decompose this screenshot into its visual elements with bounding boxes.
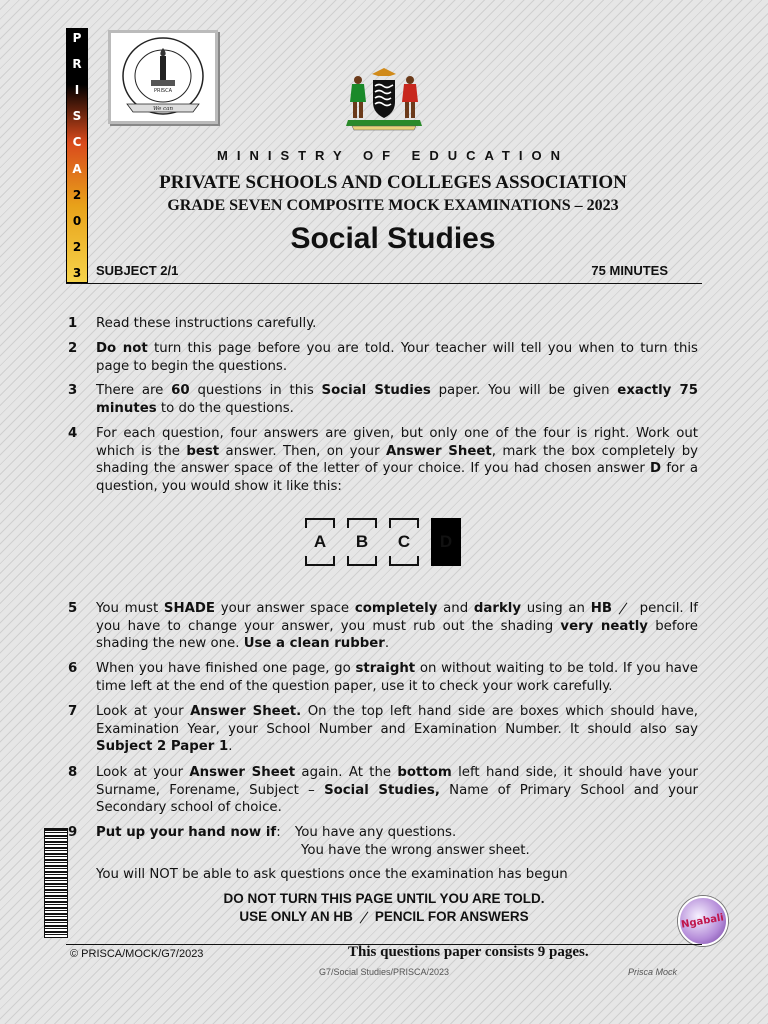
- strip-letter: R: [72, 57, 82, 72]
- ministry-heading: MINISTRY OF EDUCATION: [217, 148, 569, 163]
- instruction-number: 2: [68, 341, 78, 356]
- slash-mark: [619, 602, 628, 614]
- answer-box-d-shaded: D: [431, 518, 461, 566]
- coat-of-arms-icon: [342, 66, 426, 132]
- instruction-number: 8: [68, 765, 78, 780]
- instruction-number: 3: [68, 383, 78, 398]
- prisca-logo: [108, 30, 218, 124]
- instruction-item: [68, 315, 698, 333]
- instruction-item: [68, 425, 698, 495]
- seal-center-text: PRISCA: [153, 88, 173, 94]
- instruction-number: 6: [68, 661, 78, 676]
- instruction-text: Put up your hand now if: You have any questions. You have the wrong answer sheet.: [96, 825, 530, 858]
- slash-mark: [359, 911, 368, 923]
- exam-heading: GRADE SEVEN COMPOSITE MOCK EXAMINATIONS – 2023: [167, 197, 619, 214]
- prisca-seal-icon: [113, 34, 213, 120]
- strip-digit: 3: [72, 265, 82, 280]
- instruction-number: 5: [68, 601, 78, 616]
- instruction-text: Look at your Answer Sheet again. At the bottom left hand side, it should have your Surname, Forename, Subject – Social Studies, Name of Primary School and your Secondary school of choice.: [96, 765, 698, 815]
- instruction-text: For each question, four answers are given, but only one of the four is right. Work out which is the best answer. Then, on your Answer Sheet, mark the box completely by shading the answer space of the letter of your choice. If you had chosen answer D for a question, you would show it like this:: [96, 426, 698, 494]
- instruction-item: [68, 703, 698, 756]
- seal-banner-text: We can: [152, 106, 174, 112]
- instruction-text: Look at your Answer Sheet. On the top left hand side are boxes which should have, Examination Year, your School Number and Examination Number. It should also say Subject 2 Paper 1.: [96, 704, 698, 754]
- instruction-number: 1: [68, 316, 78, 331]
- instruction-number: 9: [68, 825, 78, 840]
- warning-text: USE ONLY AN HB PENCIL FOR ANSWERS: [239, 909, 529, 924]
- strip-digit: 0: [72, 213, 82, 228]
- instruction-text: There are 60 questions in this Social Studies paper. You will be given exactly 75 minutes to do the questions.: [96, 383, 699, 416]
- subject-code: SUBJECT 2/1: [96, 263, 179, 278]
- instruction-text: Do not turn this page before you are told. Your teacher will tell you when to turn this page to begin the questions.: [96, 341, 698, 374]
- instruction-text: You must SHADE your answer space completely and darkly using an HB pencil. If you have to change your answer, you must rub out the shading very neatly before shading the new one. Use a clean rubber.: [96, 601, 698, 651]
- strip-letter: P: [72, 31, 82, 45]
- instruction-item: [68, 600, 698, 653]
- association-heading: PRIVATE SCHOOLS AND COLLEGES ASSOCIATION: [159, 172, 627, 193]
- page-count-text: This questions paper consists 9 pages.: [348, 944, 589, 960]
- footer-code: G7/Social Studies/PRISCA/2023: [318, 967, 450, 977]
- instruction-item: [68, 340, 698, 375]
- instruction-subline: You have the wrong answer sheet.: [301, 842, 530, 858]
- instruction-item: [68, 660, 698, 695]
- instruction-text: Read these instructions carefully.: [96, 316, 317, 331]
- instruction-text: When you have finished one page, go straight on without waiting to be told. If you have time left at the end of the question paper, use it to check your work carefully.: [96, 661, 698, 694]
- warning-text: DO NOT TURN THIS PAGE UNTIL YOU ARE TOLD.: [223, 891, 545, 906]
- instruction-item: [68, 382, 698, 417]
- strip-digit: 2: [72, 187, 82, 202]
- page-title: Social Studies: [290, 222, 496, 255]
- instruction-item: [68, 764, 698, 817]
- answer-box-a: A: [305, 518, 335, 566]
- header-divider: [66, 283, 702, 284]
- instruction-note: [68, 866, 698, 884]
- footer-label: Prisca Mock: [628, 967, 678, 977]
- ngabali-badge-icon: Ngabali: [678, 896, 728, 946]
- instruction-subline: You have any questions.: [294, 825, 457, 840]
- strip-digit: 2: [72, 239, 82, 254]
- copyright-text: © PRISCA/MOCK/G7/2023: [70, 948, 204, 960]
- sample-answer-boxes: [305, 518, 461, 566]
- instruction-number: 7: [68, 704, 78, 719]
- answer-box-b: B: [347, 518, 377, 566]
- strip-letter: S: [72, 109, 82, 124]
- strip-letter: A: [72, 161, 82, 176]
- strip-letter: C: [72, 135, 82, 150]
- answer-box-c: C: [389, 518, 419, 566]
- instruction-number: 4: [68, 426, 78, 441]
- note-text: You will NOT be able to ask questions once the examination has begun: [96, 867, 568, 882]
- instruction-item: [68, 824, 698, 859]
- exam-duration: 75 MINUTES: [591, 263, 668, 278]
- strip-letter: I: [74, 83, 80, 98]
